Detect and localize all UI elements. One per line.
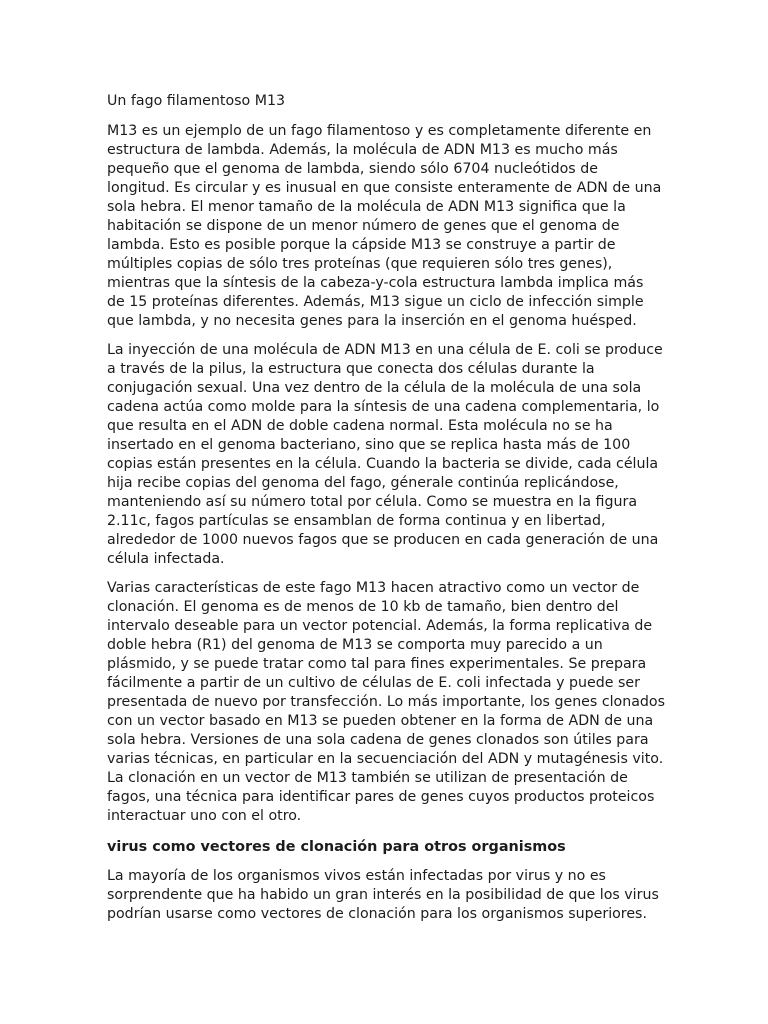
document-title: Un fago filamentoso M13 xyxy=(107,93,286,109)
paragraph-m13-vector: Varias características de este fago M13 hacen atractivo como un vector de clonación. El genoma es de menos de 10 kb de tamaño, bien dentro del intervalo deseable para un vector potencial. Además, la forma replicativa de doble hebra (R1) del genoma de M13 se comporta muy parecido a un plásmido, y se puede tratar como tal para fines experimentales. Se prepara fácilmente a partir de un cultivo de células de E. coli infectada y puede ser presentada de nuevo por transfección. Lo más importante, los genes clonados con un vector basado en M13 se pueden obtener en la forma de ADN de una sola hebra. Versiones de una sola cadena de genes clonados son útiles para varias técnicas, en particular en la secuenciación del ADN y mutagénesis vito. La clonación en un vector de M13 también se utilizan de presentación de fagos, una técnica para identificar pares de genes cuyos productos proteicos interactuar uno con el otro. xyxy=(107,580,666,824)
paragraph-m13-intro: M13 es un ejemplo de un fago filamentoso y es completamente diferente en estructura de lambda. Además, la molécula de ADN M13 es mucho más pequeño que el genoma de lambda, siendo sólo 6704 nucleótidos de longitud. Es circular y es inusual en que consiste enteramente de ADN de una sola hebra. El menor tamaño de la molécula de ADN M13 significa que la habitación se dispone de un menor número de genes que el genoma de lambda. Esto es posible porque la cápside M13 se construye a partir de múltiples copias de sólo tres proteínas (que requieren sólo tres genes), mientras que la síntesis de la cabeza-y-cola estructura lambda implica más de 15 proteínas diferentes. Además, M13 sigue un ciclo de infección simple que lambda, y no necesita genes para la inserción en el genoma huésped. xyxy=(107,123,662,329)
paragraph-m13-infection: La inyección de una molécula de ADN M13 en una célula de E. coli se produce a través de la pilus, la estructura que conecta dos células durante la conjugación sexual. Una vez dentro de la célula de la molécula de una sola cadena actúa como molde para la síntesis de una cadena complementaria, lo que resulta en el ADN de doble cadena normal. Esta molécula no se ha insertado en el genoma bacteriano, sino que se replica hasta más de 100 copias están presentes en la célula. Cuando la bacteria se divide, cada célula hija recibe copias del genoma del fago, génerale continúa replicándose, manteniendo así su número total por célula. Como se muestra en la figura 2.11c, fagos partículas se ensamblan de forma continua y en libertad, alrededor de 1000 nuevos fagos que se producen en cada generación de una célula infectada. xyxy=(107,342,663,567)
document-body xyxy=(107,92,665,934)
paragraph-virus-vectors: La mayoría de los organismos vivos están infectadas por virus y no es sorprendente que ha habido un gran interés en la posibilidad de que los virus podrían usarse como vectores de clonación para los organismos superiores. xyxy=(107,868,659,922)
section-heading: virus como vectores de clonación para otros organismos xyxy=(107,839,566,855)
